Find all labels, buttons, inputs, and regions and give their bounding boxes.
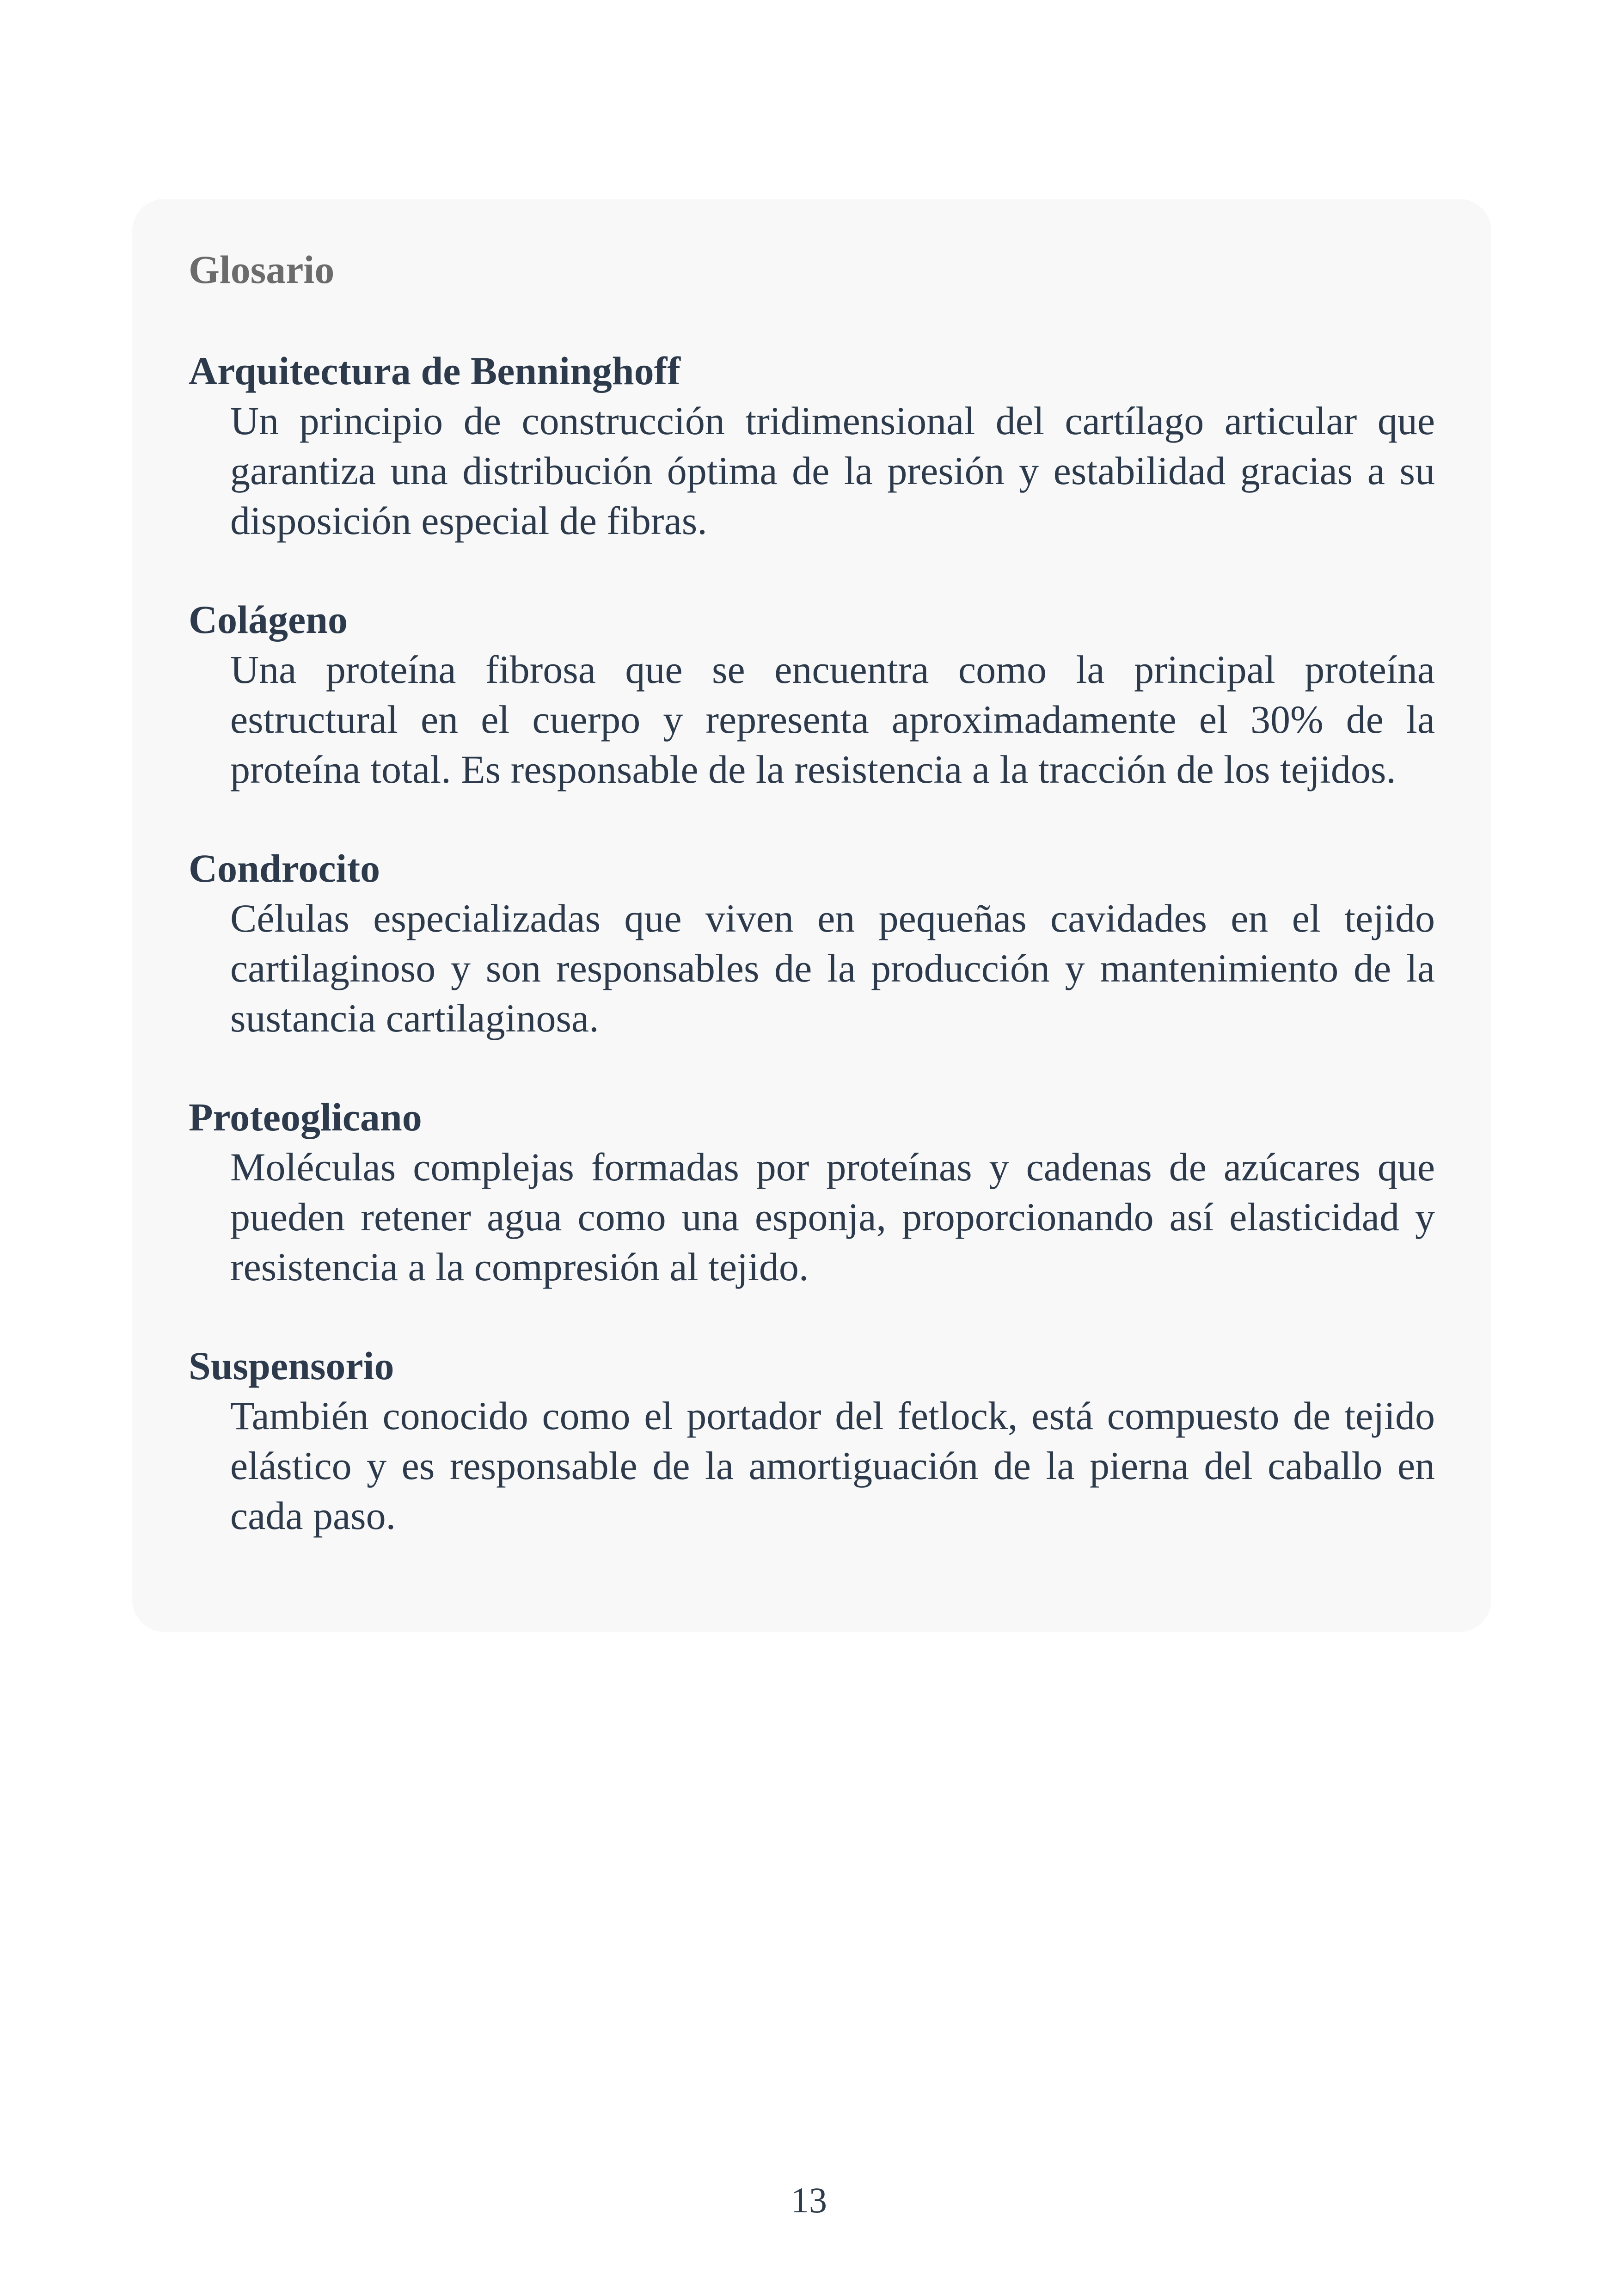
glossary-definition: Un principio de construcción tridimensional del cartílago articular que garantiza una distribución óptima de la presión y estabilidad gracias a su disposición especial de fibras. xyxy=(230,399,1435,543)
glossary-box xyxy=(132,199,1491,1632)
glossary-term: Arquitectura de Benninghoff xyxy=(189,349,680,393)
glossary-entry xyxy=(189,1341,1435,1541)
glossary-entry xyxy=(189,843,1435,1043)
glossary-title: Glosario xyxy=(189,247,335,292)
page-number: 13 xyxy=(791,2180,827,2220)
glossary-definition: Células especializadas que viven en pequeñas cavidades en el tejido cartilaginoso y son responsables de la producción y mantenimiento de la sustancia cartilaginosa. xyxy=(230,896,1435,1040)
glossary-term: Colágeno xyxy=(189,597,348,642)
glossary-term: Condrocito xyxy=(189,846,380,890)
glossary-term: Proteoglicano xyxy=(189,1095,422,1139)
glossary-entry xyxy=(189,595,1435,794)
glossary-definition: También conocido como el portador del fetlock, está compuesto de tejido elástico y es responsable de la amortiguación de la pierna del caballo en cada paso. xyxy=(230,1394,1435,1538)
glossary-entry xyxy=(189,1092,1435,1292)
glossary-term: Suspensorio xyxy=(189,1344,394,1388)
glossary-definition: Una proteína fibrosa que se encuentra como la principal proteína estructural en el cuerpo y representa aproximadamente el 30% de la proteína total. Es responsable de la resistencia a la tracción de los tejidos. xyxy=(230,647,1435,792)
glossary-entry xyxy=(189,346,1435,546)
glossary-definition: Moléculas complejas formadas por proteínas y cadenas de azúcares que pueden retener agua como una esponja, proporcionando así elasticidad y resistencia a la compresión al tejido. xyxy=(230,1145,1435,1289)
